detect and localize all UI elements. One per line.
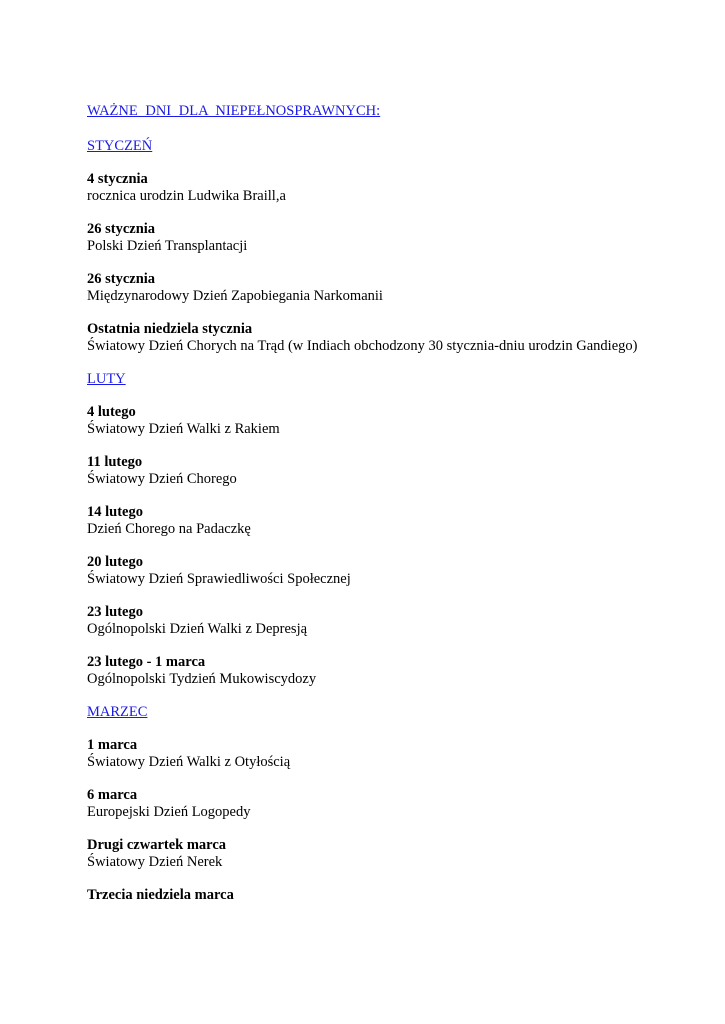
list-item bbox=[87, 604, 687, 638]
document-page bbox=[87, 103, 687, 920]
month-section-marzec bbox=[87, 704, 687, 904]
list-item bbox=[87, 554, 687, 588]
entry-date: Trzecia niedziela marca bbox=[87, 887, 234, 903]
entry-description: Światowy Dzień Chorych na Trąd (w Indiach obchodzony 30 stycznia-dniu urodzin Gandiego) bbox=[87, 338, 638, 354]
entry-description: Polski Dzień Transplantacji bbox=[87, 238, 248, 254]
entry-description: Światowy Dzień Sprawiedliwości Społecznej bbox=[87, 571, 351, 587]
month-heading-link[interactable]: STYCZEŃ bbox=[87, 138, 153, 154]
entry-description: Europejski Dzień Logopedy bbox=[87, 804, 251, 820]
month-section-styczen bbox=[87, 138, 687, 355]
entry-date: 6 marca bbox=[87, 787, 138, 803]
entry-description: Ogólnopolski Tydzień Mukowiscydozy bbox=[87, 671, 317, 687]
entry-date: 20 lutego bbox=[87, 554, 143, 570]
month-heading-link[interactable]: MARZEC bbox=[87, 704, 148, 720]
entry-date: 26 stycznia bbox=[87, 271, 156, 287]
entry-date: 26 stycznia bbox=[87, 221, 156, 237]
list-item bbox=[87, 171, 687, 205]
list-item bbox=[87, 404, 687, 438]
list-item bbox=[87, 221, 687, 255]
entry-date: 23 lutego bbox=[87, 604, 143, 620]
month-heading-link[interactable]: LUTY bbox=[87, 371, 126, 387]
list-item bbox=[87, 504, 687, 538]
list-item bbox=[87, 454, 687, 488]
list-item bbox=[87, 737, 687, 771]
entry-description: Dzień Chorego na Padaczkę bbox=[87, 521, 251, 537]
entry-date: 11 lutego bbox=[87, 454, 143, 470]
entry-description: rocznica urodzin Ludwika Braill,a bbox=[87, 188, 286, 204]
list-item bbox=[87, 321, 687, 355]
list-item bbox=[87, 271, 687, 305]
entry-description: Ogólnopolski Dzień Walki z Depresją bbox=[87, 621, 308, 637]
entry-date: 4 stycznia bbox=[87, 171, 148, 187]
document-title-link[interactable]: WAŻNE DNI DLA NIEPEŁNOSPRAWNYCH: bbox=[87, 103, 381, 119]
entry-description: Światowy Dzień Walki z Otyłością bbox=[87, 754, 291, 770]
entry-date: Ostatnia niedziela stycznia bbox=[87, 321, 253, 337]
entry-description: Światowy Dzień Nerek bbox=[87, 854, 223, 870]
entry-description: Międzynarodowy Dzień Zapobiegania Narkomanii bbox=[87, 288, 383, 304]
list-item bbox=[87, 837, 687, 871]
list-item bbox=[87, 654, 687, 688]
month-section-luty bbox=[87, 371, 687, 688]
list-item bbox=[87, 887, 687, 904]
list-item bbox=[87, 787, 687, 821]
entry-date: 1 marca bbox=[87, 737, 138, 753]
entry-date: 14 lutego bbox=[87, 504, 143, 520]
entry-description: Światowy Dzień Chorego bbox=[87, 471, 237, 487]
entry-date: 23 lutego - 1 marca bbox=[87, 654, 206, 670]
entry-date: 4 lutego bbox=[87, 404, 136, 420]
entry-description: Światowy Dzień Walki z Rakiem bbox=[87, 421, 280, 437]
entry-date: Drugi czwartek marca bbox=[87, 837, 227, 853]
